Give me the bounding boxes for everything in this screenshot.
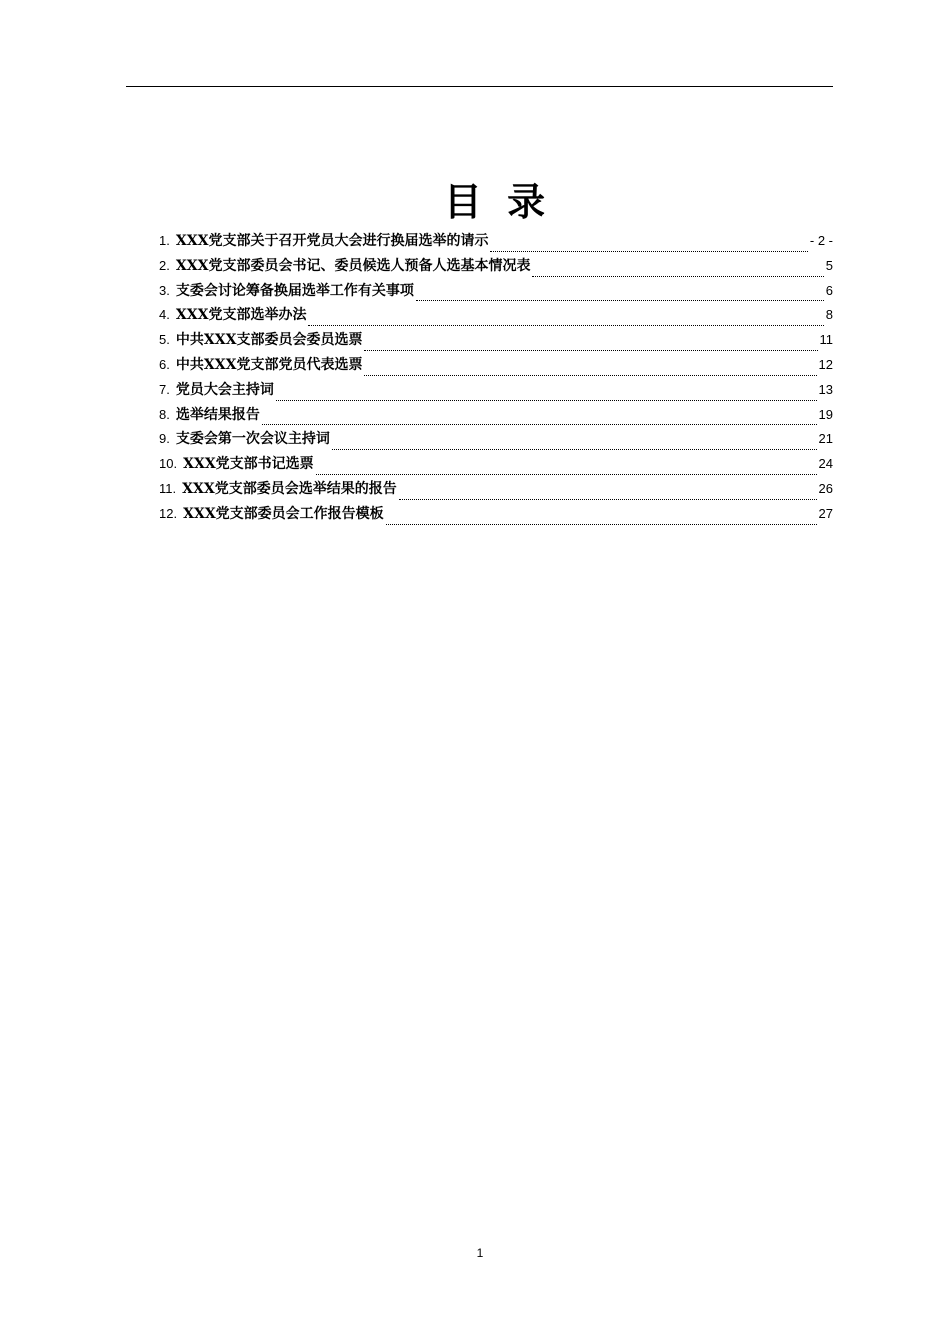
toc-entry-page: 5	[825, 257, 833, 273]
toc-entry[interactable]	[159, 452, 833, 477]
toc-entry-title: XXX党支部选举办法	[175, 307, 307, 324]
toc-entry-separator: .	[166, 381, 170, 397]
toc-entry-number: 1	[159, 233, 167, 248]
toc-dot-leader	[532, 262, 823, 277]
toc-entry-title: XXX党支部关于召开党员大会进行换届选举的请示	[175, 233, 489, 249]
toc-entry-page: 27	[818, 505, 833, 521]
toc-entry-title: 支委会讨论筹备换届选举工作有关事项	[175, 282, 414, 299]
toc-entry[interactable]	[159, 427, 833, 452]
toc-entry-title: 选举结果报告	[175, 406, 260, 423]
toc-entry-separator: .	[166, 307, 170, 323]
toc-entry-title: 中共XXX支部委员会委员选票	[175, 332, 363, 349]
toc-list	[159, 229, 833, 527]
toc-entry-title: XXX党支部委员会书记、委员候选人预备人选基本情况表	[175, 257, 531, 274]
toc-entry[interactable]	[159, 403, 833, 428]
toc-entry-number: 9	[159, 431, 167, 447]
toc-entry[interactable]	[159, 353, 833, 378]
toc-entry-number: 8	[159, 406, 167, 422]
toc-entry[interactable]	[159, 477, 833, 502]
toc-entry-number: 2	[159, 257, 167, 273]
toc-entry-title: 支委会第一次会议主持词	[175, 431, 330, 448]
toc-entry-number: 3	[159, 282, 167, 298]
toc-dot-leader	[399, 485, 817, 500]
toc-entry-title: 党员大会主持词	[175, 381, 274, 398]
toc-entry[interactable]	[159, 303, 833, 328]
toc-entry-title: XXX党支部委员会工作报告模板	[183, 505, 384, 522]
toc-title: 目 录	[443, 179, 552, 224]
toc-entry-separator: .	[166, 406, 170, 422]
toc-entry-number: 4	[159, 307, 167, 323]
toc-entry-separator: .	[173, 505, 178, 521]
toc-entry[interactable]	[159, 254, 833, 279]
toc-entry[interactable]	[159, 229, 833, 254]
toc-dot-leader	[386, 510, 817, 525]
toc-entry-number: 12	[159, 505, 174, 521]
toc-entry-page: 24	[818, 456, 833, 472]
toc-entry-separator: .	[172, 480, 177, 496]
toc-entry-number: 10	[159, 456, 174, 472]
toc-entry-number: 11	[159, 480, 173, 496]
toc-entry-title: 中共XXX党支部党员代表选票	[175, 356, 363, 373]
toc-entry-separator: .	[166, 332, 170, 348]
toc-entry-separator: .	[173, 456, 178, 472]
toc-entry-title: XXX党支部书记选票	[183, 456, 314, 473]
header-rule	[126, 86, 833, 87]
toc-dot-leader	[490, 237, 807, 252]
footer-page-number: 1	[476, 1246, 484, 1260]
toc-dot-leader	[364, 336, 817, 351]
toc-dot-leader	[262, 410, 817, 425]
toc-entry-number: 5	[159, 332, 167, 348]
toc-entry-separator: .	[166, 257, 170, 273]
toc-entry-separator: .	[166, 431, 170, 447]
toc-dot-leader	[316, 460, 817, 475]
toc-entry-number: 6	[159, 356, 167, 372]
toc-entry-page: 11	[819, 332, 833, 348]
toc-dot-leader	[332, 435, 817, 450]
toc-entry-page: 13	[818, 381, 833, 397]
toc-entry[interactable]	[159, 328, 833, 353]
toc-entry-title: XXX党支部委员会选举结果的报告	[182, 480, 397, 497]
toc-entry[interactable]	[159, 502, 833, 527]
toc-entry-number: 7	[159, 381, 167, 397]
toc-entry[interactable]	[159, 378, 833, 403]
toc-entry-page: 21	[818, 431, 833, 447]
toc-dot-leader	[276, 386, 817, 401]
toc-dot-leader	[308, 311, 823, 326]
toc-dot-leader	[416, 286, 824, 301]
toc-dot-leader	[364, 361, 816, 376]
toc-entry-page: 19	[818, 406, 833, 422]
toc-entry-page: 12	[818, 356, 833, 372]
toc-entry-separator: .	[166, 233, 170, 248]
toc-entry-separator: .	[166, 282, 170, 298]
toc-entry-page: - 2 -	[809, 233, 833, 248]
toc-entry-separator: .	[166, 356, 170, 372]
toc-entry[interactable]	[159, 279, 833, 304]
toc-entry-page: 26	[818, 480, 833, 496]
toc-entry-page: 6	[825, 282, 833, 298]
toc-entry-page: 8	[825, 307, 833, 323]
